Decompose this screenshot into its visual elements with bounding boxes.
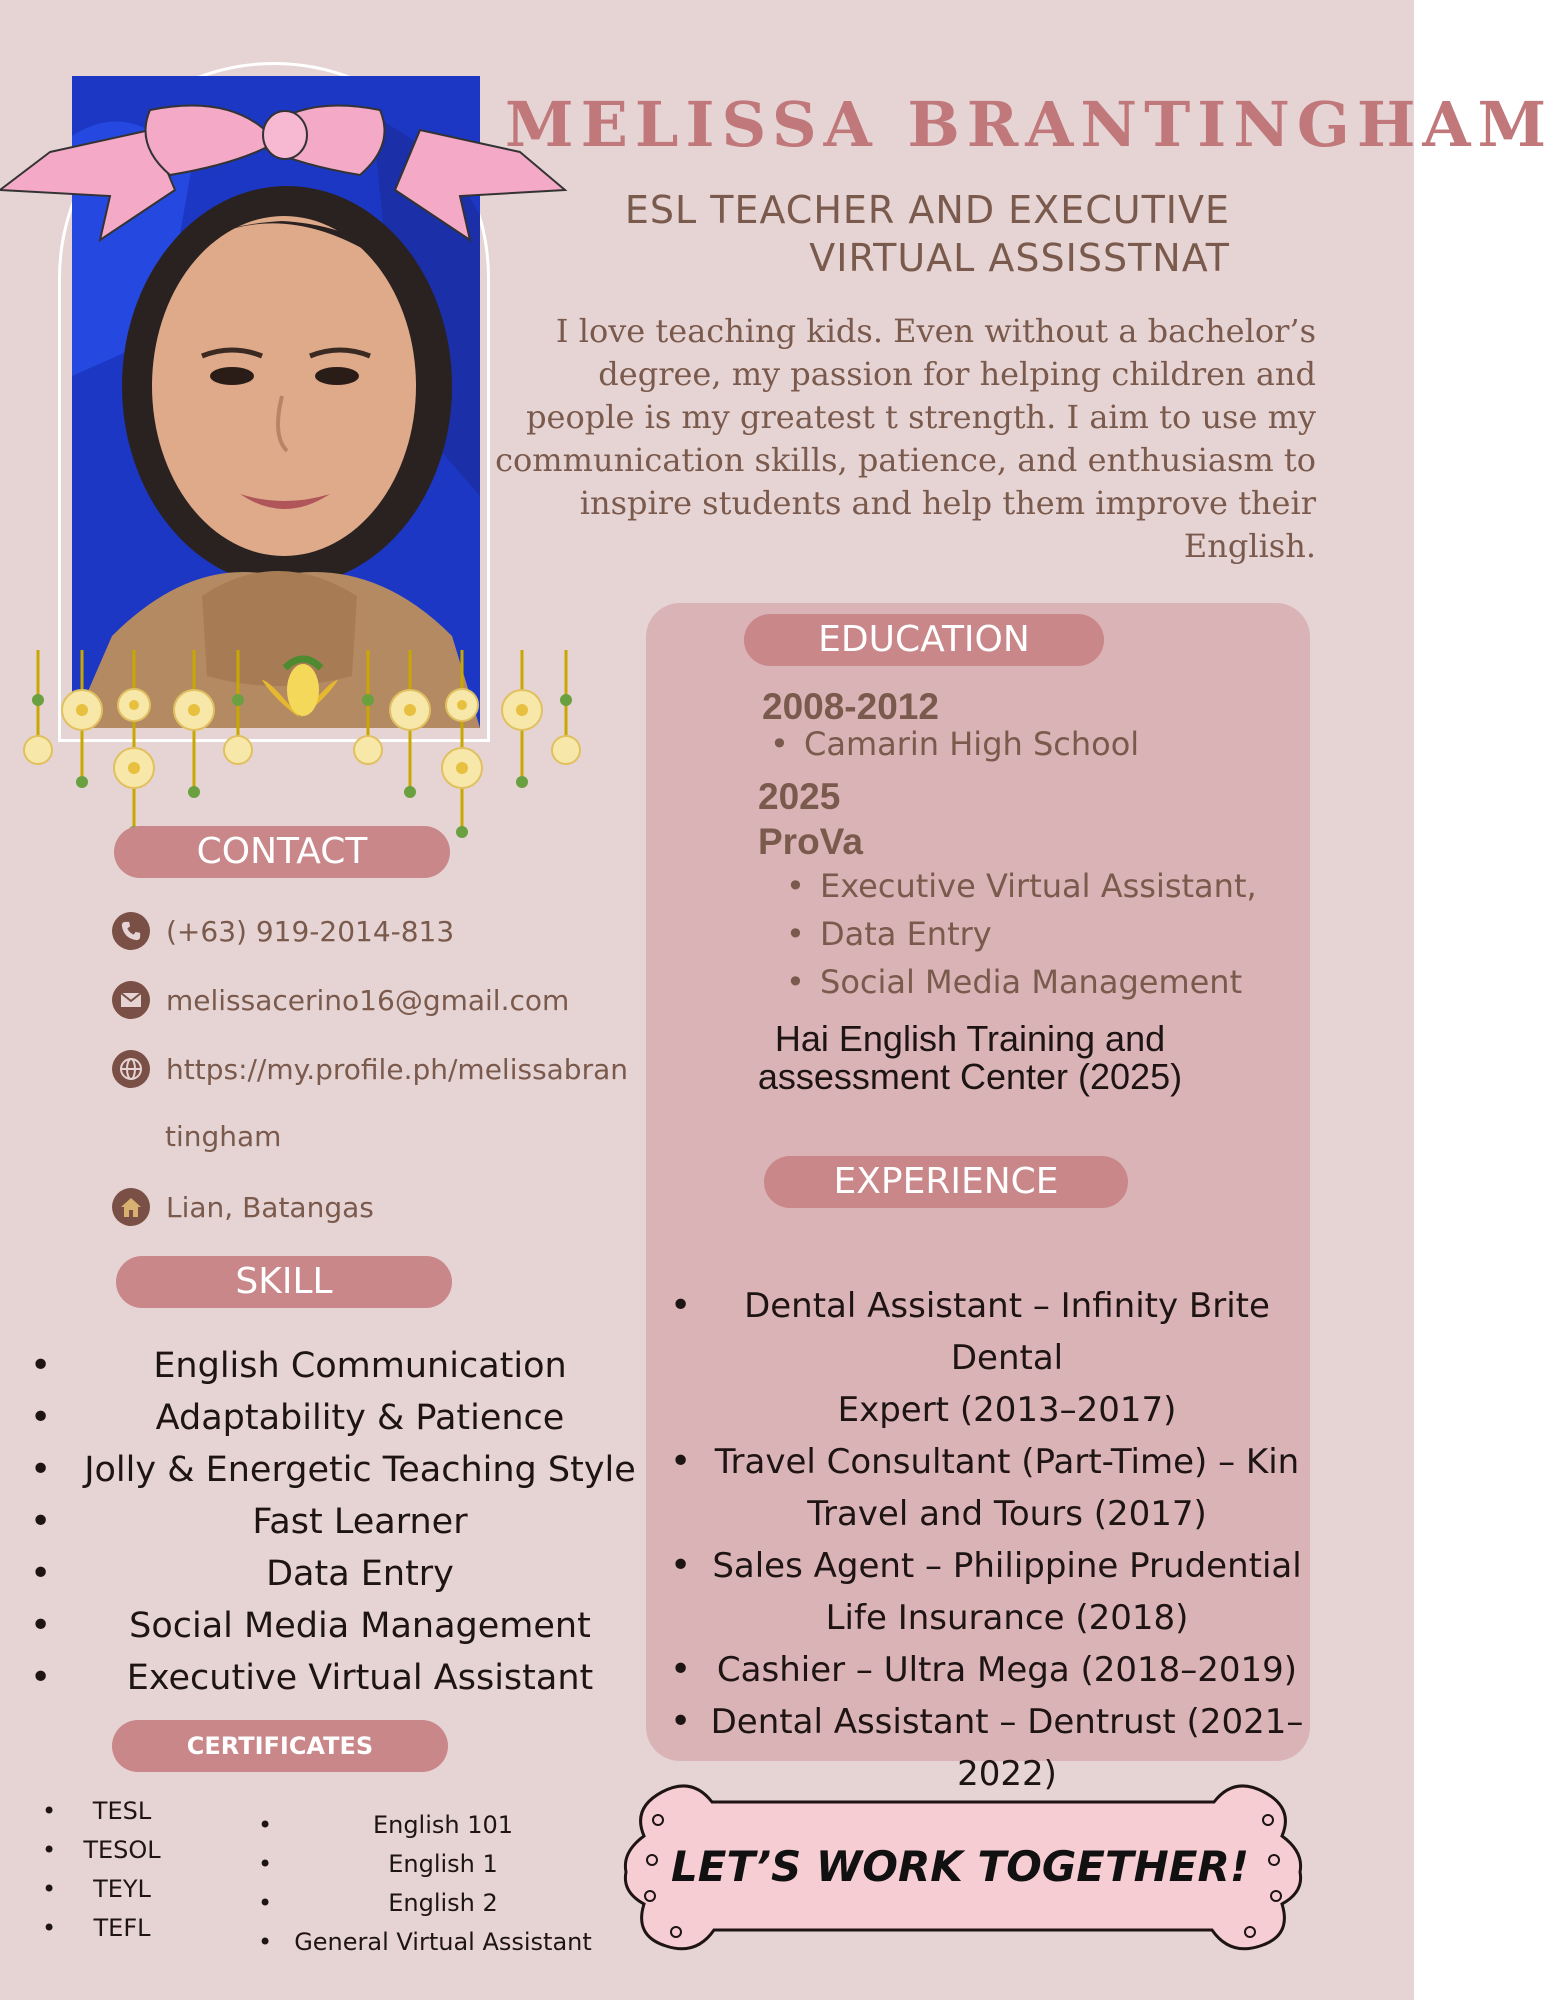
home-icon [112,1188,150,1226]
website-link-line-2[interactable]: tingham [165,1120,282,1153]
education-entry-3-line-1: Hai English Training and [774,1018,1166,1059]
phone-icon [112,912,150,950]
bullet-icon: • [258,1811,273,1839]
certificate-item [42,1870,172,1909]
experience-text: Sales Agent – Philippine Prudential [712,1546,1302,1586]
certificate-item [258,1845,598,1884]
bullet-icon: • [42,1836,57,1864]
location-text: Lian, Batangas [166,1190,374,1224]
job-title-line-2: VIRTUAL ASSISSTNAT [809,236,1230,280]
bullet-icon: • [670,1649,692,1690]
bullet-icon: • [30,1605,52,1646]
skill-item [30,1600,650,1652]
experience-item [660,1644,1310,1696]
certificate-item [258,1884,598,1923]
contact-phone [112,912,454,950]
certificate-item [42,1909,172,1948]
education-item [786,958,1306,1006]
skill-item [30,1444,650,1496]
bullet-icon: • [30,1345,52,1386]
bullet-icon: • [670,1545,692,1586]
bullet-icon: • [786,915,805,953]
education-entry-3-line-2: assessment Center (2025) [757,1056,1183,1097]
globe-icon [112,1050,150,1088]
skill-item [30,1392,650,1444]
certificates-list-2 [258,1806,598,1962]
bullet-icon: • [42,1875,57,1903]
bullet-icon: • [258,1928,273,1956]
candidate-name: MELISSA BRANTINGHAM [505,88,1553,161]
bullet-icon: • [258,1850,273,1878]
certificate-item [42,1831,172,1870]
experience-list [660,1280,1310,1800]
bullet-icon: • [770,725,789,763]
bullet-icon: • [786,867,805,905]
skill-text: Social Media Management [129,1606,591,1646]
skill-heading: SKILL [116,1256,452,1308]
email-link[interactable]: melissacerino16@gmail.com [166,983,570,1017]
education-items-2 [786,862,1306,1006]
skill-item [30,1496,650,1548]
skill-text: Adaptability & Patience [155,1398,565,1438]
experience-text: Life Insurance (2018) [825,1598,1189,1638]
bullet-icon: • [30,1553,52,1594]
contact-email [112,981,569,1019]
education-item-text: Data Entry [820,915,992,953]
phone-text: (+63) 919-2014-813 [166,914,455,948]
bullet-icon: • [258,1889,273,1917]
mail-icon [112,981,150,1019]
certificate-item [258,1806,598,1845]
bullet-icon: • [42,1797,57,1825]
experience-text: Expert (2013–2017) [837,1390,1177,1430]
experience-text: Cashier – Ultra Mega (2018–2019) [716,1650,1298,1690]
education-entry-3 [700,1020,1240,1096]
bullet-icon: • [670,1441,692,1482]
bullet-icon: • [670,1285,692,1326]
education-item [786,862,1306,910]
skill-list [30,1340,650,1704]
education-years-2: 2025 [758,776,841,817]
certificates-list-1 [42,1792,172,1948]
education-org-2: ProVa [758,821,863,862]
bullet-icon: • [786,963,805,1001]
skill-text: Data Entry [266,1554,454,1594]
flower-garland-decoration [0,640,600,840]
education-item [786,910,1306,958]
experience-text: Dental Assistant – Infinity Brite Dental [744,1286,1270,1378]
certificate-item [42,1792,172,1831]
job-title-line-1: ESL TEACHER AND EXECUTIVE [624,188,1230,232]
experience-item [660,1436,1310,1540]
contact-location [112,1188,374,1226]
bullet-icon: • [670,1701,692,1742]
experience-text: Travel Consultant (Part-Time) – Kin [714,1442,1300,1482]
education-item-text: Camarin High School [804,725,1140,763]
experience-heading: EXPERIENCE [764,1156,1128,1208]
bullet-icon: • [30,1397,52,1438]
ribbon-bow-decoration [0,100,570,250]
cta-text: LET’S WORK TOGETHER! [671,1842,1249,1891]
skill-item [30,1340,650,1392]
certificate-text: English 1 [388,1850,498,1878]
education-items-1 [770,720,1270,768]
education-item-text: Executive Virtual Assistant, [820,867,1257,905]
contact-website [112,1050,628,1088]
education-heading: EDUCATION [744,614,1104,666]
bullet-icon: • [42,1914,57,1942]
skill-text: Fast Learner [252,1502,468,1542]
skill-text: Executive Virtual Assistant [126,1658,594,1698]
experience-text: Dental Assistant – Dentrust (2021– [710,1702,1304,1742]
skill-text: Jolly & Energetic Teaching Style [84,1450,636,1490]
experience-item [660,1540,1310,1644]
certificate-text: TEYL [93,1875,151,1903]
certificate-text: TESL [92,1797,152,1825]
bullet-icon: • [30,1657,52,1698]
certificate-text: TESOL [83,1836,161,1864]
job-title [625,186,1230,282]
education-years-1: 2008-2012 [762,686,939,727]
education-item-text: Social Media Management [820,963,1243,1001]
skill-item [30,1548,650,1600]
skill-item [30,1652,650,1704]
website-link-line-1[interactable]: https://my.profile.ph/melissabran [166,1052,628,1086]
about-paragraph: I love teaching kids. Even without a bachelor’s degree, my passion for helping children and people is my greatest t strength. I aim to use my communication skills, patience, and enthusiasm to inspire students and help them improve their English. [495,312,1316,565]
contact-website-continued [165,1120,281,1153]
certificate-item [258,1923,598,1962]
skill-text: English Communication [153,1346,567,1386]
experience-item [660,1280,1310,1436]
experience-text: Travel and Tours (2017) [807,1494,1207,1534]
certificate-text: English 2 [388,1889,498,1917]
certificate-text: General Virtual Assistant [294,1928,592,1956]
experience-text: 2022) [957,1754,1057,1794]
bullet-icon: • [30,1449,52,1490]
education-item [770,720,1270,768]
certificate-text: TEFL [93,1914,151,1942]
certificates-heading: CERTIFICATES [112,1720,448,1772]
certificate-text: English 101 [372,1811,514,1839]
contact-heading: CONTACT [114,826,450,878]
bullet-icon: • [30,1501,52,1542]
